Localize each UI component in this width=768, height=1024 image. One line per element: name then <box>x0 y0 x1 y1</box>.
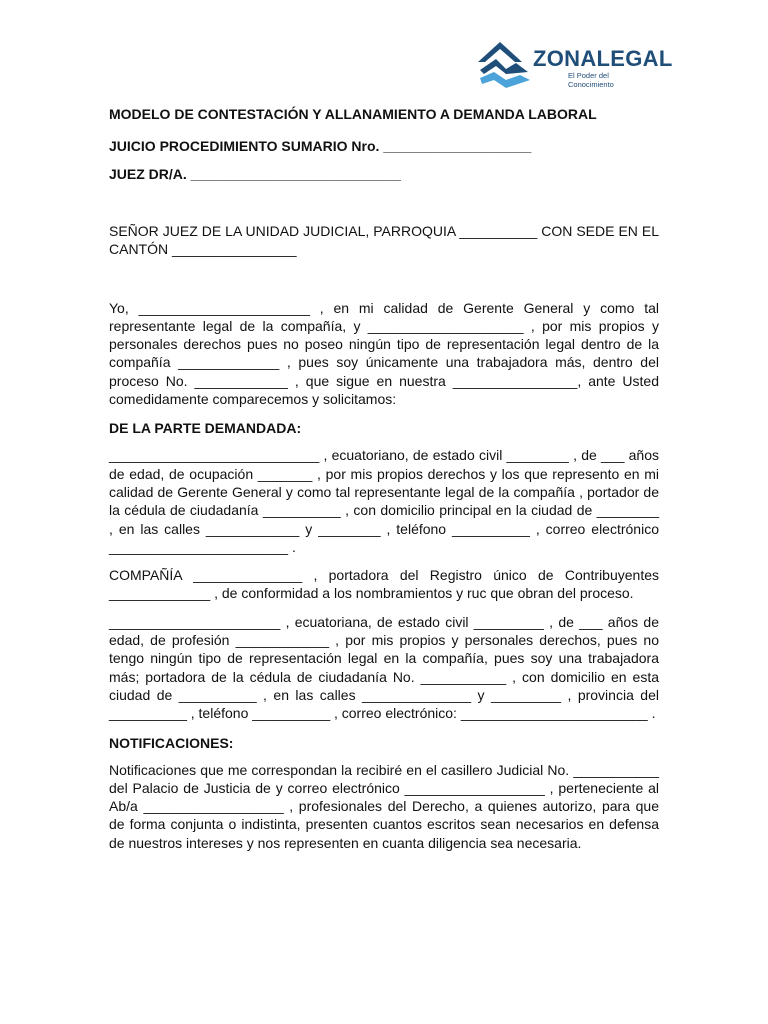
logo-mark-icon <box>476 40 532 90</box>
section-heading-demandada: DE LA PARTE DEMANDADA: <box>109 420 302 437</box>
notifications-paragraph: Notificaciones que me correspondan la recibiré en el casillero Judicial No. ___________ del Palacio de Justicia de y correo electrónico __________________ , perteneciente al Ab/a __________________ , profesionales del Derecho, a quienes autorizo, para que de forma conjunta o indistinta, presenten cuantos escritos sean necesarios en defensa de nuestros intereses y nos representen en cuanta diligencia sea necesaria. <box>109 761 659 851</box>
document-title: MODELO DE CONTESTACIÓN Y ALLANAMIENTO A DEMANDA LABORAL <box>109 106 597 122</box>
document-body <box>109 104 659 852</box>
party2-paragraph: ______________________ , ecuatoriana, de estado civil _________ , de ___ años de edad, de profesión ____________ , por mis propios y personales derechos, pues no tengo ningún tipo de representación legal en la compañía, pues soy una trabajadora más; portadora de la cédula de ciudadanía No. ___________ , con domicilio en esta ciudad de __________ , en las calles ______________ y _________ , provincia del __________ , teléfono __________ , correo electrónico: ________________________ . <box>109 613 659 722</box>
company-paragraph: COMPAÑÍA ______________ , portadora del Registro único de Contribuyentes _____________ , de conformidad a los nombramientos y ruc que obran del proceso. <box>109 567 659 602</box>
logo-brand: ZONALEGAL <box>533 46 673 71</box>
juicio-line: JUICIO PROCEDIMIENTO SUMARIO Nro. ___________________ <box>109 138 532 154</box>
address-paragraph: SEÑOR JUEZ DE LA UNIDAD JUDICIAL, PARROQUIA __________ CON SEDE EN EL CANTÓN ________________ <box>109 223 659 258</box>
party1-paragraph: ___________________________ , ecuatoriano, de estado civil ________ , de ___ años de edad, de ocupación _______ , por mis propios derechos y los que represento en mi calidad de Gerente General y como tal representante legal de la compañía , portador de la cédula de ciudadanía __________ , con domicilio principal en la ciudad de ________ , en las calles ____________ y ________ , teléfono __________ , correo electrónico _______________________ . <box>109 447 659 555</box>
zonalegal-logo <box>476 40 673 90</box>
section-heading-notificaciones: NOTIFICACIONES: <box>109 734 234 751</box>
intro-paragraph: Yo, ______________________ , en mi calidad de Gerente General y como tal representante legal de la compañía, y ____________________ , por mis propios y personales derechos pues no poseo ningún tipo de representación legal dentro de la compañía _____________ , pues soy únicamente una trabajadora más, dentro del proceso No. ____________ , que sigue en nuestra ________________, ante Usted comedidamente comparecemos y solicitamos: <box>109 299 659 408</box>
juez-line: JUEZ DR/A. ___________________________ <box>109 166 401 182</box>
logo-tagline: El Poder del Conocimiento <box>568 71 614 89</box>
